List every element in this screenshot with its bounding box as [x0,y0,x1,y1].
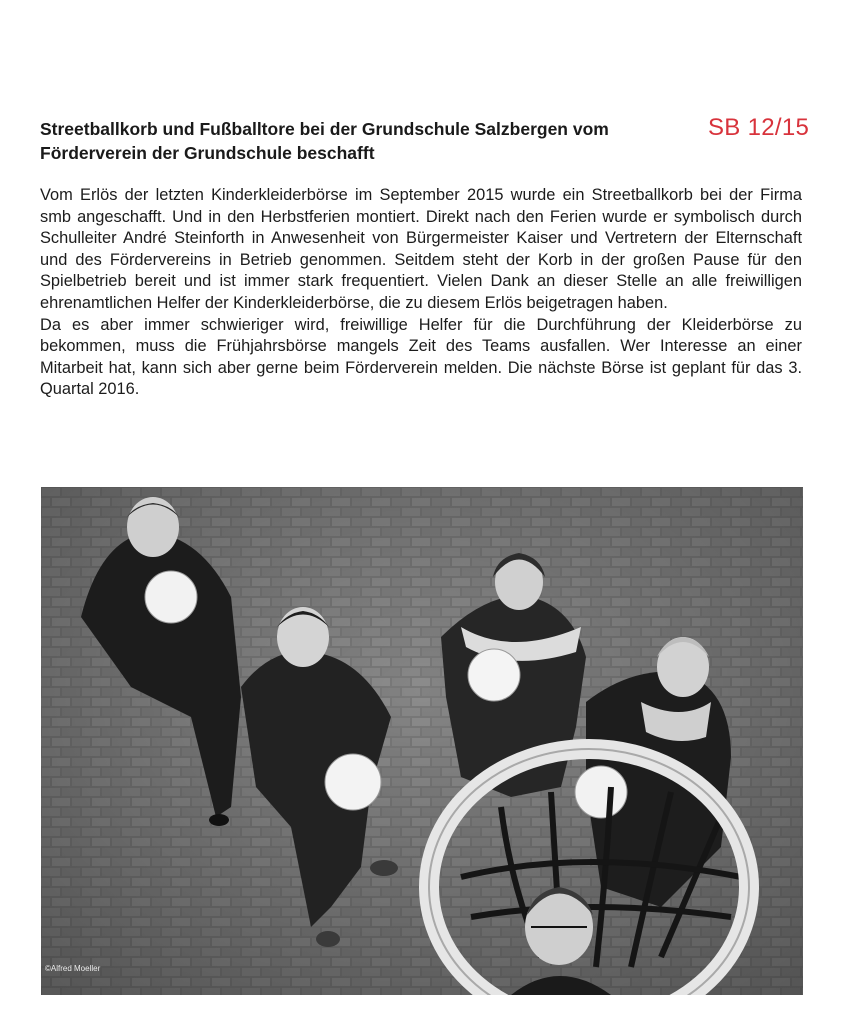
headline-line-2: Förderverein der Grundschule beschafft [40,143,375,163]
reference-code: SB 12/15 [708,114,810,141]
paragraph-2: Da es aber immer schwieriger wird, freiwillige Helfer für die Durchführung der Kleiderbörse zu bekommen, muss die Frühjahrsbörse mangels Zeit des Teams ausfallen. Wer Interesse an einer Mitarbeit hat, kann sich aber gerne beim Förderverein melden. Die nächste Börse ist geplant für das 3. Quartal 2016. [40,315,802,399]
article-photo [41,487,803,995]
headline-line-1: Streetballkorb und Fußballtore bei der Grundschule Salzbergen vom [40,119,609,139]
photo-illustration [41,487,803,995]
article-headline [40,117,705,165]
article-body [40,185,802,401]
paragraph-1: Vom Erlös der letzten Kinderkleiderbörse im September 2015 wurde ein Streetballkorb bei der Firma smb angeschafft. Und in den Herbstferien montiert. Direkt nach den Ferien wurde er symbolisch durch Schulleiter André Steinforth in Anwesenheit von Bürgermeister Kaiser und Vertretern der Elternschaft und des Fördervereins in Betrieb genommen. Seitdem steht der Korb in der großen Pause für den Spielbetrieb bereit und ist immer stark frequentiert. Vielen Dank an dieser Stelle an alle freiwilligen ehrenamtlichen Helfer der Kinderkleiderbörse, die zu diesem Erlös beigetragen haben. [40,186,802,312]
photo-credit: ©Alfred Moeller [45,964,101,973]
